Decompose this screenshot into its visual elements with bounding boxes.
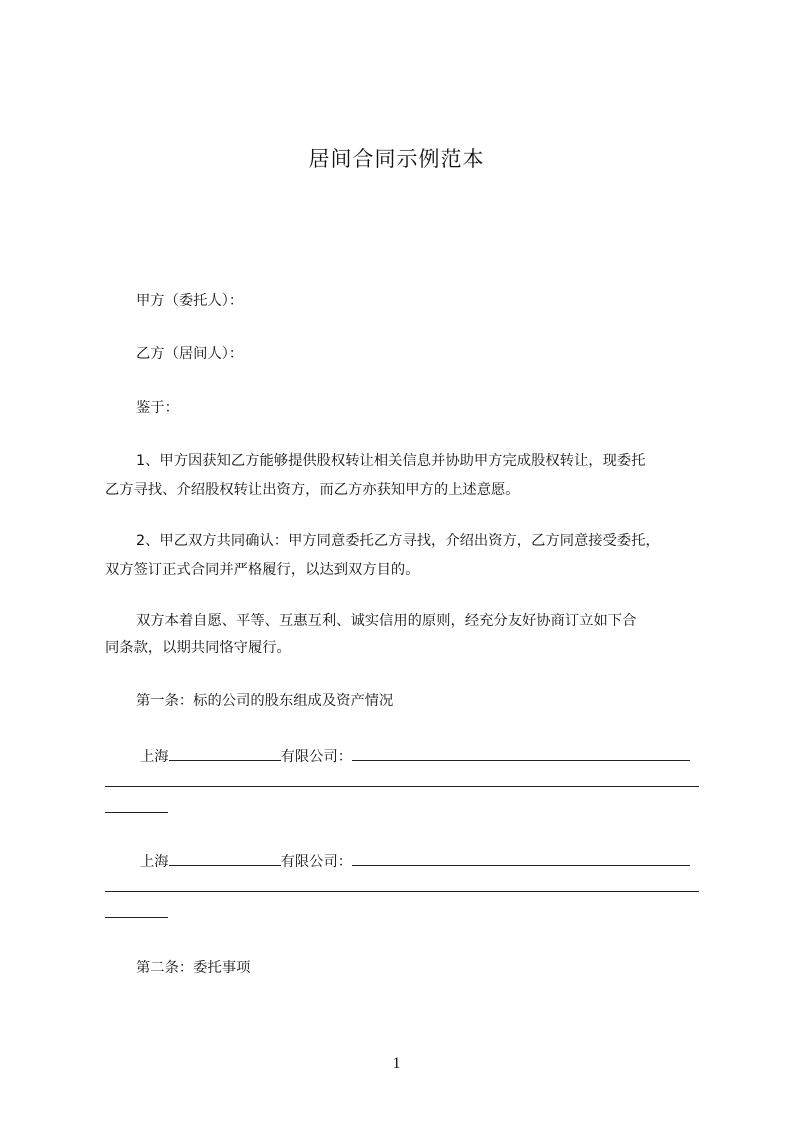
company-row-2-end <box>105 903 705 923</box>
company-row-1-end <box>105 798 705 818</box>
page-number: 1 <box>392 1055 401 1072</box>
company-info-blank[interactable] <box>352 746 690 761</box>
party-b-label: 乙方（居间人）： <box>136 346 244 362</box>
company-info-blank[interactable] <box>352 851 690 866</box>
company-prefix: 上海 <box>140 749 169 765</box>
company-name-blank[interactable] <box>169 746 281 761</box>
company-info-blank-line-2[interactable] <box>105 877 699 892</box>
company-prefix: 上海 <box>140 854 169 870</box>
company-row-2 <box>140 851 740 871</box>
principle-line-2: 同条款，以期共同恪守履行。 <box>105 640 291 656</box>
company-info-blank-line-2[interactable] <box>105 772 699 787</box>
company-row-1 <box>140 746 740 766</box>
article-1-title: 第一条：标的公司的股东组成及资产情况 <box>136 693 394 709</box>
company-info-blank-line-3[interactable] <box>105 903 168 918</box>
company-suffix: 有限公司： <box>280 749 353 765</box>
company-info-blank-line-3[interactable] <box>105 798 168 813</box>
clause-2-line-1: 2、甲乙双方共同确认：甲方同意委托乙方寻找，介绍出资方，乙方同意接受委托， <box>136 533 660 549</box>
clause-2-line-2: 双方签订正式合同并严格履行，以达到双方目的。 <box>105 562 420 578</box>
clause-1-line-2: 乙方寻找、介绍股权转让出资方，而乙方亦获知甲方的上述意愿。 <box>105 482 520 498</box>
whereas-label: 鉴于： <box>136 400 179 416</box>
party-a-label: 甲方（委托人）： <box>136 293 244 309</box>
document-title: 居间合同示例范本 <box>308 147 485 171</box>
company-row-2-continuation <box>105 877 705 897</box>
company-name-blank[interactable] <box>169 851 281 866</box>
company-row-1-continuation <box>105 772 705 792</box>
company-suffix: 有限公司： <box>280 854 353 870</box>
clause-1-line-1: 1、甲方因获知乙方能够提供股权转让相关信息并协助甲方完成股权转让，现委托 <box>136 453 646 469</box>
principle-line-1: 双方本着自愿、平等、互惠互利、诚实信用的原则，经充分友好协商订立如下合 <box>136 613 637 629</box>
article-2-title: 第二条：委托事项 <box>136 960 251 976</box>
